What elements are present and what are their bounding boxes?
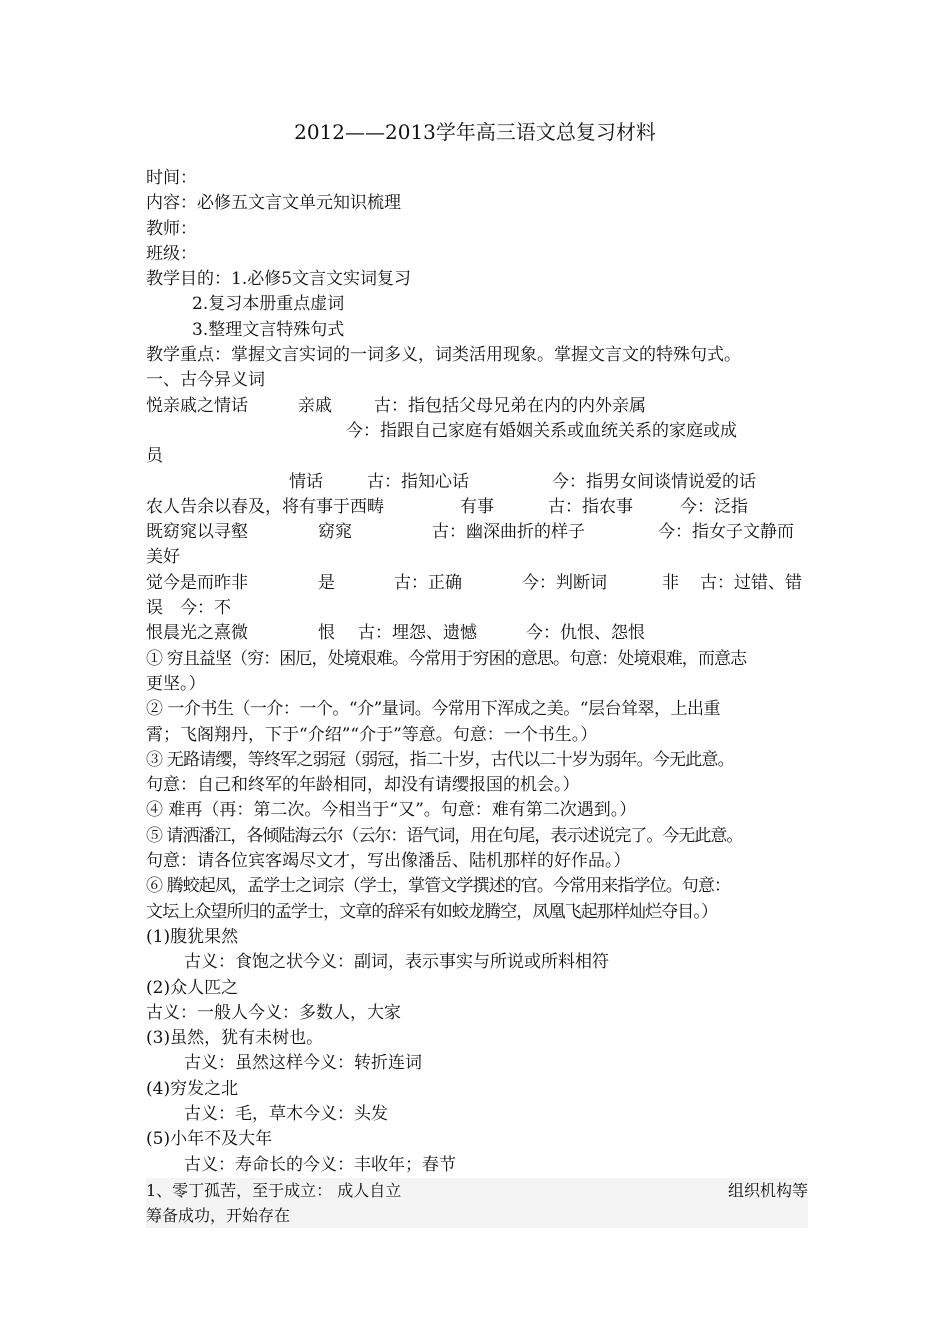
numbered-gloss: 古义：一般人今义：多数人，大家 — [146, 1002, 401, 1023]
list-item: ⑥ 腾蛟起凤，孟学士之词宗（学士，掌管文学撰述的官。今常用来指学位。句意： — [146, 876, 731, 897]
entry-modern: 今：指女子文静而 — [658, 522, 794, 543]
aims-line-3: 3.整理文言特殊句式 — [192, 319, 345, 340]
shaded-block — [146, 1178, 808, 1228]
entry-row — [146, 571, 808, 596]
numbered-gloss: 古义：虽然这样今义：转折连词 — [184, 1053, 422, 1074]
section-heading: 一、古今异义词 — [146, 370, 265, 391]
list-item: ③ 无路请缨，等终军之弱冠（弱冠，指二十岁，古代以二十岁为弱年。今无此意。 — [146, 749, 734, 770]
aims-line-2: 2.复习本册重点虚词 — [192, 294, 345, 315]
entry-row — [146, 621, 808, 646]
entry-ancient: 古：指包括父母兄弟在内的内外亲属 — [374, 395, 646, 416]
document-title: 2012——2013学年高三语文总复习材料 — [294, 120, 656, 144]
shaded-meaning-2: 组织机构等 — [727, 1181, 808, 1200]
entry-phrase: 既窈窕以寻壑 — [146, 522, 248, 543]
focus-line: 教学重点：掌握文言实词的一词多义，词类活用现象。掌握文言文的特殊句式。 — [146, 345, 741, 366]
numbered-gloss: 古义：食饱之状今义：副词，表示事实与所说或所料相符 — [184, 952, 609, 973]
entry-phrase: 悦亲戚之情话 — [146, 395, 248, 416]
entry-modern: 今：判断词 — [522, 572, 607, 593]
entry-ancient: 古：埋怨、遗憾 — [358, 623, 477, 644]
list-item: ② 一介书生（一介：一个。“介”量词。今常用下浑成之美。“层台耸翠，上出重 — [146, 699, 720, 720]
entry-ancient: 古：指农事 — [548, 496, 633, 517]
entry-word: 有事 — [460, 496, 494, 517]
entry-row — [146, 394, 808, 419]
entry-ancient: 古：过错、错 — [700, 572, 802, 593]
entry-phrase: 恨晨光之熹微 — [146, 623, 248, 644]
list-item-cont: 句意：请各位宾客竭尽文才，写出像潘岳、陆机那样的好作品。） — [146, 851, 631, 872]
list-item-cont: 更坚。） — [146, 673, 206, 694]
shaded-meaning: 成人自立 — [337, 1181, 402, 1200]
numbered-item: (3)虽然，犹有未树也。 — [146, 1028, 324, 1049]
list-item: ④ 难再（再：第二次。今相当于“又”。句意：难有第二次遇到。） — [146, 800, 637, 821]
entry-modern-line: 今：指跟自己家庭有婚姻关系或血统关系的家庭或成 — [346, 420, 737, 441]
entry-wrap: 美好 — [146, 547, 180, 568]
entry-ancient: 古：幽深曲折的样子 — [432, 522, 585, 543]
numbered-item: (1)腹犹果然 — [146, 926, 239, 947]
entry-modern: 今：仇恨、怨恨 — [526, 623, 645, 644]
content-line: 内容：必修五文言文单元知识梳理 — [146, 193, 401, 214]
entry-row — [146, 495, 808, 520]
entry-row — [146, 520, 808, 545]
time-line: 时间： — [146, 168, 197, 188]
shaded-phrase-text: 1、零丁孤苦，至于成立： — [146, 1181, 333, 1200]
entry-ancient: 古：指知心话 — [367, 471, 469, 492]
numbered-gloss: 古义：寿命长的今义：丰收年；春节 — [184, 1154, 456, 1175]
shaded-row: 筹备成功，开始存在 — [146, 1206, 291, 1225]
entry-word: 亲戚 — [298, 395, 332, 416]
numbered-item: (4)穷发之北 — [146, 1078, 239, 1099]
numbered-item: (2)众人匹之 — [146, 977, 239, 998]
entry-ancient: 古：正确 — [394, 572, 462, 593]
entry-word: 情话 — [289, 471, 323, 492]
list-item-cont: 句意：自己和终军的年龄相同，却没有请缨报国的机会。） — [146, 775, 580, 796]
entry-modern: 今：指男女间谈情说爱的话 — [552, 471, 756, 492]
entry-word: 是 — [318, 572, 335, 593]
document-body — [146, 166, 808, 1178]
list-item-cont: 文坛上众望所归的孟学士，文章的辞采有如蛟龙腾空，凤凰飞起那样灿烂夺目。） — [146, 901, 718, 922]
entry-row — [146, 470, 808, 495]
list-item: ⑤ 请洒潘江，各倾陆海云尔（云尔：语气词，用在句尾，表示述说完了。今无此意。 — [146, 825, 743, 846]
class-line: 班级： — [146, 243, 197, 264]
aims-line-1: 教学目的：1.必修5文言文实词复习 — [146, 269, 412, 290]
entry-modern: 今：泛指 — [680, 496, 748, 517]
entry-word: 窈窕 — [318, 522, 352, 543]
shaded-phrase — [146, 1178, 401, 1203]
list-item-cont: 霄；飞阁翔丹，下于“介绍”“介于”等意。句意：一个书生。） — [146, 724, 598, 745]
entry-wrap: 员 — [146, 446, 163, 467]
list-item: ① 穷且益坚（穷：困厄，处境艰难。今常用于穷困的意思。句意：处境艰难，而意志 — [146, 648, 747, 669]
teacher-line: 教师： — [146, 218, 197, 239]
entry-word: 非 — [662, 572, 679, 593]
shaded-row — [146, 1178, 808, 1203]
entry-wrap: 误 今：不 — [146, 598, 231, 619]
numbered-gloss: 古义：毛，草木今义：头发 — [184, 1103, 388, 1124]
entry-phrase: 觉今是而昨非 — [146, 572, 248, 593]
numbered-item: (5)小年不及大年 — [146, 1129, 273, 1150]
entry-phrase: 农人告余以春及，将有事于西畴 — [146, 496, 384, 517]
entry-word: 恨 — [318, 623, 335, 644]
